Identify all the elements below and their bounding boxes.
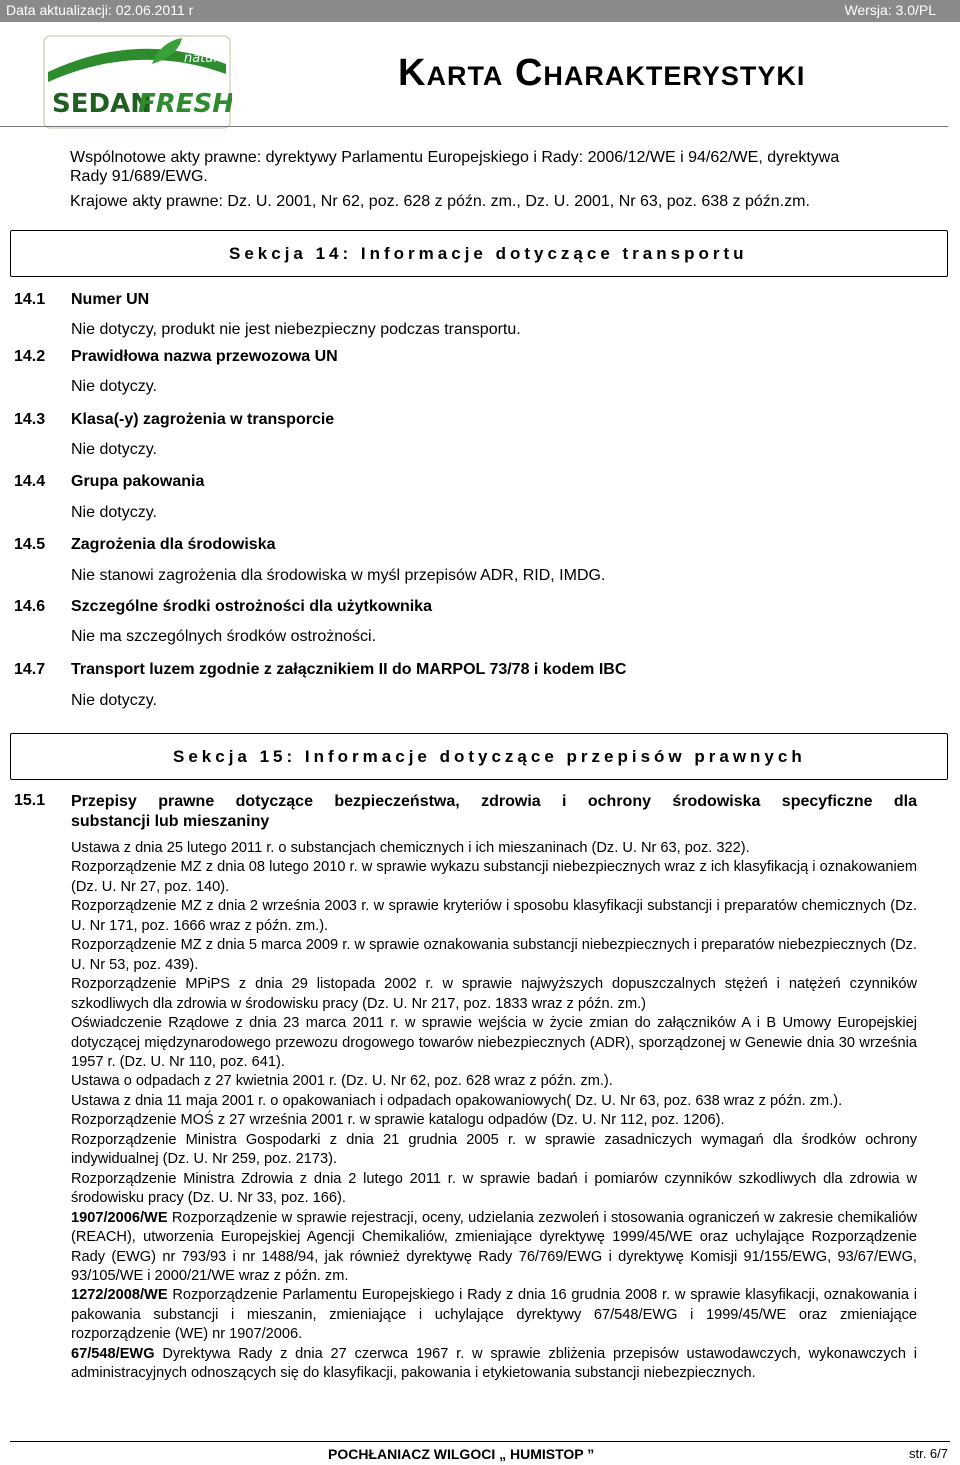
header <box>0 22 960 130</box>
legal-act: 67/548/EWG Dyrektywa Rady z dnia 27 czerwca 1967 r. w sprawie zbliżenia przepisów ustawodawczych, wykonawczych i administracyjnych odnoszących się do klasyfikacji, pakowania i etykietowania substancji niebezpiecznych. <box>71 1345 917 1382</box>
intro-line-1: Wspólnotowe akty prawne: dyrektywy Parlamentu Europejskiego i Rady: 2006/12/WE i 94/62/WE, dyrektywa <box>70 149 840 166</box>
section-15-number: 15.1 <box>14 792 46 809</box>
legal-act: Rozporządzenie Ministra Gospodarki z dnia 21 grudnia 2005 r. w sprawie zasadniczych wymagań dla środków ochrony indywidualnej (Dz. U. Nr 259, poz. 2173). <box>71 1131 917 1168</box>
update-date: Data aktualizacji: 02.06.2011 r <box>6 2 194 18</box>
legal-act: Ustawa z dnia 25 lutego 2011 r. o substancjach chemicznych i ich mieszaninach (Dz. U. Nr 63, poz. 322). <box>71 840 750 856</box>
section-15-heading <box>71 792 917 832</box>
item-heading: Prawidłowa nazwa przewozowa UN <box>71 348 338 365</box>
legal-act: Ustawa o odpadach z 27 kwietnia 2001 r. (Dz. U. Nr 62, poz. 628 wraz z późn. zm.). <box>71 1073 613 1090</box>
item-value: Nie stanowi zagrożenia dla środowiska w myśl przepisów ADR, RID, IMDG. <box>71 567 606 584</box>
item-heading: Szczególne środki ostrożności dla użytkownika <box>71 598 432 615</box>
item-value: Nie dotyczy. <box>71 441 157 458</box>
document-title: Karta Charakterystyki <box>398 52 806 94</box>
logo-brand-top: SEDAN <box>52 89 152 119</box>
version-label: Wersja: 3.0/PL <box>844 2 936 18</box>
section-15-header <box>10 733 948 780</box>
section-14-title: Sekcja 14: Informacje dotyczące transportu <box>229 244 748 263</box>
legal-act: Rozporządzenie MPiPS z dnia 29 listopada 2002 r. w sprawie najwyższych dopuszczalnych stężeń i natężeń czynników szkodliwych dla zdrowia w środowisku pracy (Dz. U. Nr 217, poz. 1833 wraz z późn. zm.) <box>71 976 917 1012</box>
item-number: 14.3 <box>14 411 46 428</box>
legal-act: Rozporządzenie Ministra Zdrowia z dnia 2 lutego 2011 r. w sprawie badań i pomiarów czynników szkodliwych dla zdrowia w środowisku pracy (Dz. U. Nr 33, poz. 166). <box>71 1170 917 1207</box>
item-number: 14.6 <box>14 598 46 615</box>
item-number: 14.2 <box>14 348 46 365</box>
item-number: 14.4 <box>14 473 46 490</box>
sedan-fresh-logo <box>42 34 232 130</box>
intro-line-3: Krajowe akty prawne: Dz. U. 2001, Nr 62, poz. 628 z późn. zm., Dz. U. 2001, Nr 63, poz. 638 z późn.zm. <box>70 193 810 210</box>
footer-divider <box>10 1441 950 1442</box>
legal-act: Rozporządzenie MZ z dnia 08 lutego 2010 r. w sprawie wykazu substancji niebezpiecznych wraz z ich klasyfikacją i oznakowaniem (Dz. U. Nr 27, poz. 140). <box>71 859 917 895</box>
item-number: 14.1 <box>14 291 46 308</box>
item-number: 14.7 <box>14 661 46 678</box>
legal-act: 1907/2006/WE Rozporządzenie w sprawie rejestracji, oceny, udzielania zezwoleń i stosowania ograniczeń w zakresie chemikaliów (REACH), utworzenia Europejskiej Agencji Chemikaliów, zmieniające dyrektywę 1999/45/WE oraz uchylające Rozporządzenie Rady (EWG) nr 793/93 i nr 1488/94, jak również dyrektywę Rady 76/769/EWG i dyrektywę Komisji 91/155/EWG, 93/67/EWG, 93/105/WE i 2000/21/WE wraz z późn. zm. <box>71 1209 917 1284</box>
heading-line-2: substancji lub mieszaniny <box>71 813 270 830</box>
item-value: Nie dotyczy. <box>71 378 157 395</box>
item-value: Nie dotyczy, produkt nie jest niebezpieczny podczas transportu. <box>71 321 521 338</box>
top-bar <box>0 0 960 22</box>
legal-act: Rozporządzenie MOŚ z 27 września 2001 r. w sprawie katalogu odpadów (Dz. U. Nr 112, poz. 1206). <box>71 1112 725 1129</box>
section-15-title: Sekcja 15: Informacje dotyczące przepisów prawnych <box>173 747 806 766</box>
logo-natura-text: natura <box>184 51 227 66</box>
legal-act: 1272/2008/WE Rozporządzenie Parlamentu Europejskiego i Rady z dnia 16 grudnia 2008 r. w sprawie klasyfikacji, oznakowania i pakowania substancji i mieszanin, zmieniające i uchylające dyrektywy 67/548/EWG i 1999/45/WE oraz zmieniające rozporządzenie (WE) nr 1907/2006. <box>71 1287 917 1343</box>
legal-act: Rozporządzenie MZ z dnia 2 września 2003 r. w sprawie kryteriów i sposobu klasyfikacji substancji i preparatów chemicznych (Dz. U. Nr 171, poz. 1666 wraz z późn. zm.). <box>71 898 917 934</box>
legal-act: Ustawa z dnia 11 maja 2001 r. o opakowaniach i odpadach opakowaniowych( Dz. U. Nr 63, poz. 638 wraz z późn. zm.). <box>71 1092 843 1109</box>
item-heading: Zagrożenia dla środowiska <box>71 536 276 553</box>
header-divider <box>0 126 948 127</box>
footer-page-number: str. 6/7 <box>908 1446 948 1461</box>
heading-line-1: Przepisy prawne dotyczące bezpieczeństwa, zdrowia i ochrony środowiska specyficzne dla <box>71 793 917 810</box>
item-heading: Transport luzem zgodnie z załącznikiem II do MARPOL 73/78 i kodem IBC <box>71 661 627 678</box>
footer-product-name: POCHŁANIACZ WILGOCI „ HUMISTOP ” <box>328 1446 595 1462</box>
logo-brand-bottom: FRESH <box>138 89 232 119</box>
item-heading: Grupa pakowania <box>71 473 205 490</box>
item-value: Nie dotyczy. <box>71 504 157 521</box>
legal-act: Oświadczenie Rządowe z dnia 23 marca 2011 r. w sprawie wejścia w życie zmian do załączników A i B Umowy Europejskiej dotyczącej międzynarodowego przewozu drogowego towarów niebezpiecznych (ADR), sporządzonej w Genewie dnia 30 września 1957 r. (Dz. U. Nr 110, poz. 641). <box>71 1015 917 1070</box>
item-heading: Klasa(-y) zagrożenia w transporcie <box>71 411 335 428</box>
item-value: Nie ma szczególnych środków ostrożności. <box>71 628 377 645</box>
intro-line-2: Rady 91/689/EWG. <box>70 168 208 185</box>
item-heading: Numer UN <box>71 291 150 308</box>
item-value: Nie dotyczy. <box>71 692 157 709</box>
item-number: 14.5 <box>14 536 46 553</box>
section-14-header <box>10 230 948 277</box>
legal-acts-list <box>71 839 917 1384</box>
legal-act: Rozporządzenie MZ z dnia 5 marca 2009 r. w sprawie oznakowania substancji niebezpiecznych i preparatów niebezpiecznych (Dz. U. Nr 53, poz. 439). <box>71 937 917 973</box>
